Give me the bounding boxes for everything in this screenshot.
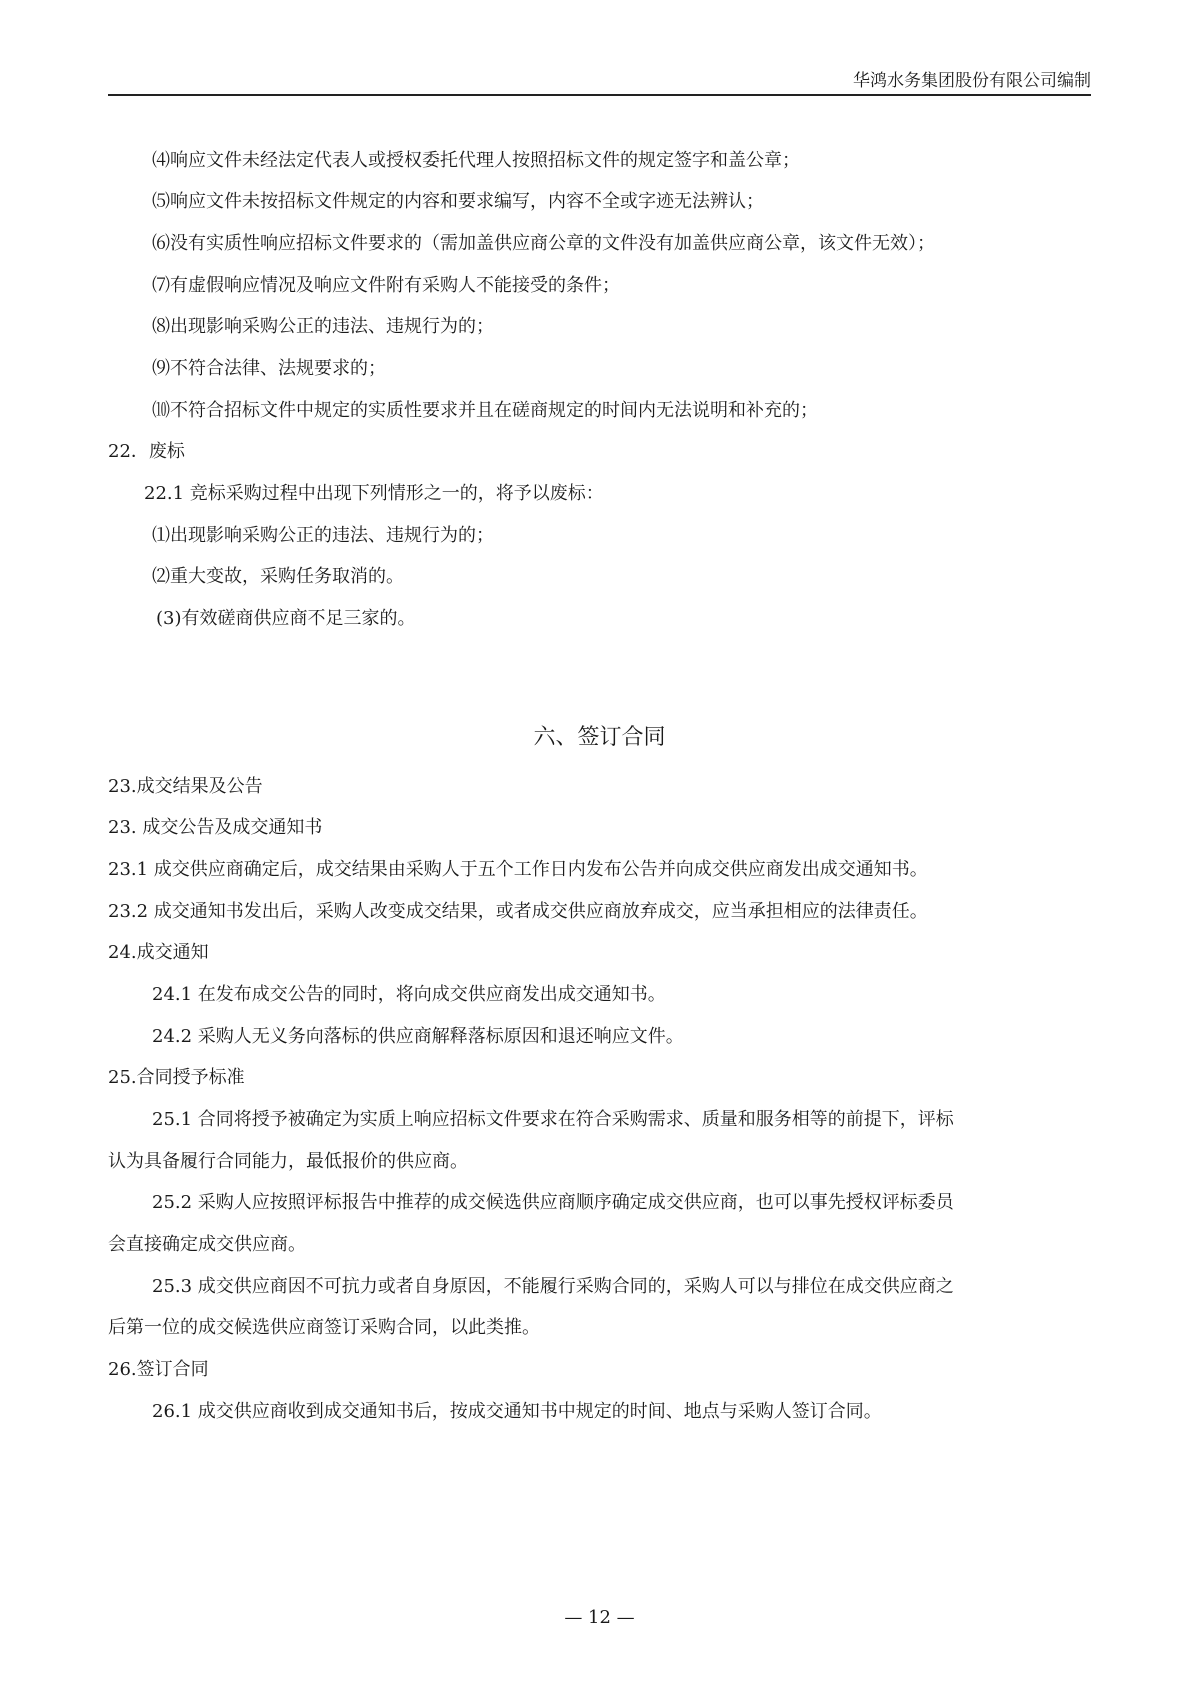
text-line: 22．废标 — [108, 441, 185, 462]
page-header — [108, 60, 1091, 96]
text-line: ⑺有虚假响应情况及响应文件附有采购人不能接受的条件； — [152, 275, 620, 296]
section-title: 六、签订合同 — [533, 725, 666, 750]
text-line: ⑼不符合法律、法规要求的； — [152, 358, 386, 379]
text-line: 后第一位的成交候选供应商签订采购合同，以此类推。 — [108, 1317, 540, 1338]
text-line: 24.2 采购人无义务向落标的供应商解释落标原因和退还响应文件。 — [152, 1026, 684, 1047]
text-line: 22.1 竞标采购过程中出现下列情形之一的，将予以废标： — [144, 483, 604, 504]
text-line: 24.1 在发布成交公告的同时，将向成交供应商发出成交通知书。 — [152, 984, 666, 1005]
text-line: 23.1 成交供应商确定后，成交结果由采购人于五个工作日内发布公告并向成交供应商发出成交通知书。 — [108, 859, 928, 880]
text-line: 认为具备履行合同能力，最低报价的供应商。 — [108, 1151, 468, 1172]
text-line: ⑴出现影响采购公正的违法、违规行为的； — [152, 525, 494, 546]
text-line: 25.合同授予标准 — [108, 1067, 245, 1088]
header-org: 华鸿水务集团股份有限公司编制 — [853, 71, 1091, 91]
text-line: ⑹没有实质性响应招标文件要求的（需加盖供应商公章的文件没有加盖供应商公章，该文件无效）； — [152, 233, 935, 254]
text-line: ⑽不符合招标文件中规定的实质性要求并且在磋商规定的时间内无法说明和补充的； — [152, 400, 818, 421]
text-line: ⑵重大变故，采购任务取消的。 — [152, 566, 404, 587]
text-line: ⑻出现影响采购公正的违法、违规行为的； — [152, 316, 494, 337]
text-line: 25.3 成交供应商因不可抗力或者自身原因，不能履行采购合同的，采购人可以与排位在成交供应商之 — [152, 1276, 954, 1297]
text-line: 25.2 采购人应按照评标报告中推荐的成交候选供应商顺序确定成交供应商，也可以事先授权评标委员 — [152, 1192, 954, 1213]
text-line: 24.成交通知 — [108, 942, 209, 963]
text-line: 26.签订合同 — [108, 1359, 209, 1380]
text-line: 23.2 成交通知书发出后，采购人改变成交结果，或者成交供应商放弃成交，应当承担相应的法律责任。 — [108, 901, 928, 922]
text-line: 26.1 成交供应商收到成交通知书后，按成交通知书中规定的时间、地点与采购人签订合同。 — [152, 1401, 882, 1422]
text-line: ⑸响应文件未按招标文件规定的内容和要求编写，内容不全或字迹无法辨认； — [152, 191, 764, 212]
text-line: (3)有效磋商供应商不足三家的。 — [156, 608, 416, 629]
page-number: — 12 — — [564, 1607, 635, 1628]
text-line: ⑷响应文件未经法定代表人或授权委托代理人按照招标文件的规定签字和盖公章； — [152, 150, 800, 171]
text-line: 25.1 合同将授予被确定为实质上响应招标文件要求在符合采购需求、质量和服务相等的前提下，评标 — [152, 1109, 954, 1130]
text-line: 23.成交结果及公告 — [108, 776, 263, 797]
text-line: 会直接确定成交供应商。 — [108, 1234, 306, 1255]
text-line: 23. 成交公告及成交通知书 — [108, 817, 323, 838]
